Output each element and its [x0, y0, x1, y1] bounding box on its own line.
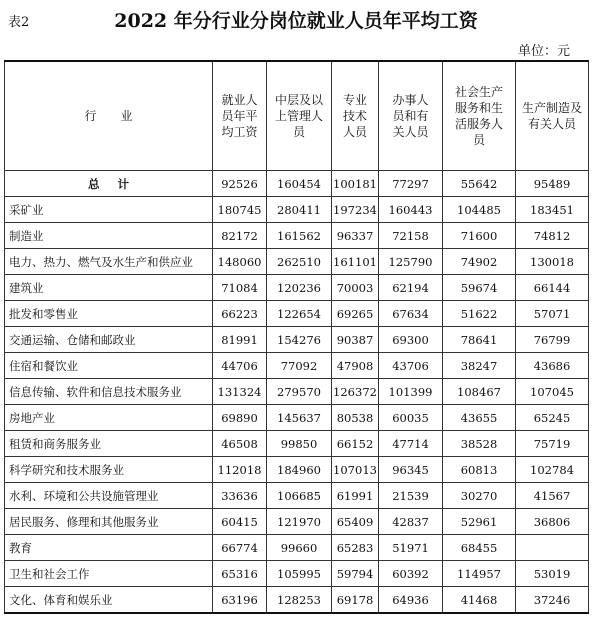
row-industry: 制造业	[5, 223, 213, 249]
cell-value: 69890	[213, 405, 267, 431]
cell-value: 82172	[213, 223, 267, 249]
row-industry: 批发和零售业	[5, 301, 213, 327]
cell-value: 197234	[332, 197, 379, 223]
cell-value: 107045	[516, 379, 589, 405]
row-industry: 采矿业	[5, 197, 213, 223]
cell-value: 38247	[443, 353, 516, 379]
cell-value: 280411	[267, 197, 332, 223]
cell-value: 53019	[516, 561, 589, 587]
row-industry: 科学研究和技术服务业	[5, 457, 213, 483]
table-row	[5, 561, 589, 587]
cell-value: 126372	[332, 379, 379, 405]
row-industry: 电力、热力、燃气及水生产和供应业	[5, 249, 213, 275]
cell-value: 71600	[443, 223, 516, 249]
cell-value: 100181	[332, 171, 379, 197]
header-clerks: 办事人员和有关人员	[379, 61, 443, 171]
cell-value: 66223	[213, 301, 267, 327]
header-managers: 中层及以上管理人员	[267, 61, 332, 171]
cell-value: 122654	[267, 301, 332, 327]
cell-value: 154276	[267, 327, 332, 353]
cell-value: 112018	[213, 457, 267, 483]
table-row	[5, 275, 589, 301]
cell-value: 101399	[379, 379, 443, 405]
row-industry: 房地产业	[5, 405, 213, 431]
cell-value: 161101	[332, 249, 379, 275]
row-industry: 卫生和社会工作	[5, 561, 213, 587]
cell-value: 69265	[332, 301, 379, 327]
cell-value: 69300	[379, 327, 443, 353]
row-industry: 水利、环境和公共设施管理业	[5, 483, 213, 509]
cell-value: 76799	[516, 327, 589, 353]
cell-value: 41567	[516, 483, 589, 509]
cell-value: 46508	[213, 431, 267, 457]
cell-value: 59674	[443, 275, 516, 301]
table-row	[5, 379, 589, 405]
cell-value: 108467	[443, 379, 516, 405]
cell-value: 183451	[516, 197, 589, 223]
table-label: 表2	[8, 15, 30, 30]
cell-value: 114957	[443, 561, 516, 587]
cell-value: 104485	[443, 197, 516, 223]
header-production-workers: 生产制造及有关人员	[516, 61, 589, 171]
cell-value: 130018	[516, 249, 589, 275]
header-professionals: 专业技术人员	[332, 61, 379, 171]
cell-value: 80538	[332, 405, 379, 431]
cell-value: 96345	[379, 457, 443, 483]
wage-table	[4, 60, 589, 614]
cell-value: 121970	[267, 509, 332, 535]
cell-value: 81991	[213, 327, 267, 353]
cell-value: 21539	[379, 483, 443, 509]
cell-value: 160454	[267, 171, 332, 197]
cell-value: 43686	[516, 353, 589, 379]
cell-value: 66144	[516, 275, 589, 301]
cell-value: 55642	[443, 171, 516, 197]
cell-value: 77092	[267, 353, 332, 379]
cell-value: 70003	[332, 275, 379, 301]
cell-value: 67634	[379, 301, 443, 327]
cell-value: 75719	[516, 431, 589, 457]
cell-value: 43655	[443, 405, 516, 431]
cell-value: 105995	[267, 561, 332, 587]
table-row	[5, 405, 589, 431]
cell-value: 69178	[332, 587, 379, 614]
cell-value: 72158	[379, 223, 443, 249]
cell-value: 51971	[379, 535, 443, 561]
cell-value: 65283	[332, 535, 379, 561]
cell-value: 90387	[332, 327, 379, 353]
cell-value: 131324	[213, 379, 267, 405]
cell-value: 57071	[516, 301, 589, 327]
cell-value: 51622	[443, 301, 516, 327]
cell-value: 47908	[332, 353, 379, 379]
row-industry: 信息传输、软件和信息技术服务业	[5, 379, 213, 405]
cell-value: 65316	[213, 561, 267, 587]
cell-value: 145637	[267, 405, 332, 431]
cell-value: 107013	[332, 457, 379, 483]
cell-value: 66774	[213, 535, 267, 561]
cell-value: 125790	[379, 249, 443, 275]
cell-value: 99850	[267, 431, 332, 457]
table-row	[5, 301, 589, 327]
cell-value: 77297	[379, 171, 443, 197]
row-industry: 住宿和餐饮业	[5, 353, 213, 379]
cell-value: 61991	[332, 483, 379, 509]
header-row	[5, 61, 589, 171]
cell-value: 64936	[379, 587, 443, 614]
cell-value: 37246	[516, 587, 589, 614]
row-industry: 居民服务、修理和其他服务业	[5, 509, 213, 535]
cell-value: 74812	[516, 223, 589, 249]
header-avg-wage: 就业人员年平均工资	[213, 61, 267, 171]
cell-value: 47714	[379, 431, 443, 457]
cell-value: 161562	[267, 223, 332, 249]
table-row	[5, 483, 589, 509]
cell-value: 60415	[213, 509, 267, 535]
cell-value: 44706	[213, 353, 267, 379]
cell-value: 78641	[443, 327, 516, 353]
table-row-total	[5, 171, 589, 197]
cell-value: 66152	[332, 431, 379, 457]
cell-value: 38528	[443, 431, 516, 457]
table-row	[5, 223, 589, 249]
cell-value: 59794	[332, 561, 379, 587]
table-row	[5, 197, 589, 223]
cell-value: 279570	[267, 379, 332, 405]
cell-value: 42837	[379, 509, 443, 535]
cell-value: 65245	[516, 405, 589, 431]
cell-value: 52961	[443, 509, 516, 535]
table-row	[5, 509, 589, 535]
cell-value: 60813	[443, 457, 516, 483]
cell-value: 62194	[379, 275, 443, 301]
unit-label: 单位：元	[517, 44, 570, 59]
row-industry: 交通运输、仓储和邮政业	[5, 327, 213, 353]
cell-value: 262510	[267, 249, 332, 275]
cell-value: 36806	[516, 509, 589, 535]
cell-value: 148060	[213, 249, 267, 275]
row-industry: 文化、体育和娱乐业	[5, 587, 213, 614]
cell-value	[516, 535, 589, 561]
table-row	[5, 535, 589, 561]
row-industry: 总计	[5, 171, 213, 197]
table-row	[5, 249, 589, 275]
cell-value: 60035	[379, 405, 443, 431]
table-row	[5, 431, 589, 457]
cell-value: 63196	[213, 587, 267, 614]
row-industry: 建筑业	[5, 275, 213, 301]
cell-value: 92526	[213, 171, 267, 197]
header-industry: 行 业	[5, 61, 213, 171]
cell-value: 96337	[332, 223, 379, 249]
table-row	[5, 353, 589, 379]
cell-value: 106685	[267, 483, 332, 509]
table-row	[5, 327, 589, 353]
cell-value: 74902	[443, 249, 516, 275]
cell-value: 71084	[213, 275, 267, 301]
table-row	[5, 457, 589, 483]
cell-value: 120236	[267, 275, 332, 301]
cell-value: 60392	[379, 561, 443, 587]
cell-value: 184960	[267, 457, 332, 483]
page-title: 2022 年分行业分岗位就业人员年平均工资	[114, 10, 478, 32]
cell-value: 102784	[516, 457, 589, 483]
row-industry: 租赁和商务服务业	[5, 431, 213, 457]
cell-value: 99660	[267, 535, 332, 561]
cell-value: 43706	[379, 353, 443, 379]
row-industry: 教育	[5, 535, 213, 561]
cell-value: 41468	[443, 587, 516, 614]
cell-value: 128253	[267, 587, 332, 614]
cell-value: 160443	[379, 197, 443, 223]
cell-value: 65409	[332, 509, 379, 535]
table-row	[5, 587, 589, 614]
cell-value: 180745	[213, 197, 267, 223]
cell-value: 30270	[443, 483, 516, 509]
cell-value: 95489	[516, 171, 589, 197]
cell-value: 33636	[213, 483, 267, 509]
header-service-workers: 社会生产服务和生活服务人员	[443, 61, 516, 171]
cell-value: 68455	[443, 535, 516, 561]
